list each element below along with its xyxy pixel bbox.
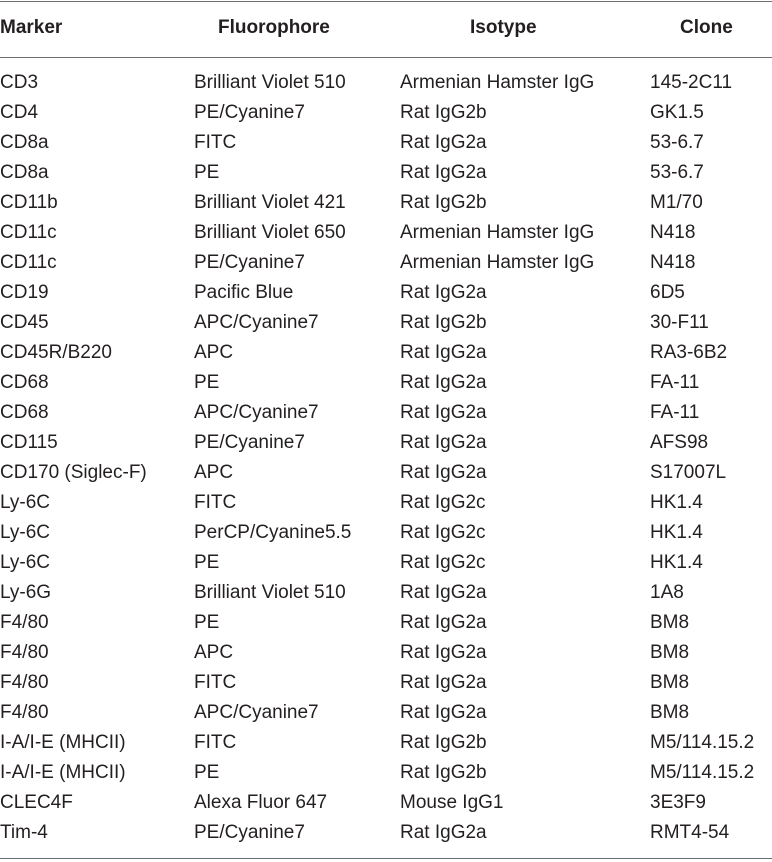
table-row: [0, 582, 772, 612]
cell-clone: BM8: [650, 612, 690, 633]
table-row: [0, 522, 772, 552]
cell-clone: AFS98: [650, 432, 709, 453]
cell-fluorophore: PE: [194, 552, 220, 573]
cell-fluorophore: PE/Cyanine7: [194, 252, 305, 273]
cell-fluorophore: PE: [194, 162, 220, 183]
cell-isotype: Rat IgG2a: [400, 342, 487, 363]
cell-fluorophore: FITC: [194, 132, 237, 153]
cell-fluorophore: Pacific Blue: [194, 282, 294, 303]
cell-isotype: Armenian Hamster IgG: [400, 222, 595, 243]
cell-clone: M1/70: [650, 192, 703, 213]
cell-marker: CD3: [0, 72, 39, 93]
cell-fluorophore: APC/Cyanine7: [194, 312, 319, 333]
cell-fluorophore: FITC: [194, 672, 237, 693]
cell-clone: RA3-6B2: [650, 342, 728, 363]
table-row: [0, 222, 772, 252]
cell-isotype: Rat IgG2b: [400, 762, 487, 783]
table-row: [0, 402, 772, 432]
cell-marker: F4/80: [0, 672, 49, 693]
table-row: [0, 822, 772, 852]
table-row: [0, 342, 772, 372]
cell-isotype: Mouse IgG1: [400, 792, 504, 813]
cell-isotype: Rat IgG2b: [400, 192, 487, 213]
table-row: [0, 732, 772, 762]
table-row: [0, 282, 772, 312]
table-header-row: [0, 0, 772, 57]
table-row: [0, 432, 772, 462]
cell-fluorophore: APC: [194, 342, 234, 363]
cell-clone: BM8: [650, 702, 690, 723]
cell-marker: F4/80: [0, 702, 49, 723]
cell-fluorophore: Brilliant Violet 650: [194, 222, 346, 243]
table-row: [0, 162, 772, 192]
cell-fluorophore: APC: [194, 642, 234, 663]
cell-fluorophore: PE/Cyanine7: [194, 102, 305, 123]
cell-isotype: Rat IgG2a: [400, 132, 487, 153]
cell-isotype: Armenian Hamster IgG: [400, 72, 595, 93]
cell-clone: N418: [650, 222, 696, 243]
cell-marker: CD45R/B220: [0, 342, 112, 363]
cell-marker: F4/80: [0, 612, 49, 633]
cell-marker: CD68: [0, 372, 49, 393]
table-row: [0, 462, 772, 492]
cell-marker: CD8a: [0, 162, 49, 183]
cell-fluorophore: PE: [194, 612, 220, 633]
header-isotype: Isotype: [470, 17, 537, 38]
table-row: [0, 492, 772, 522]
cell-clone: S17007L: [650, 462, 727, 483]
cell-fluorophore: PerCP/Cyanine5.5: [194, 522, 352, 543]
cell-isotype: Rat IgG2c: [400, 492, 486, 513]
table-row: [0, 642, 772, 672]
cell-fluorophore: APC: [194, 462, 234, 483]
cell-clone: M5/114.15.2: [650, 762, 755, 783]
table-row: [0, 252, 772, 282]
cell-clone: RMT4-54: [650, 822, 730, 843]
cell-clone: 6D5: [650, 282, 685, 303]
table-header-rule: [0, 57, 772, 58]
cell-marker: I-A/I-E (MHCII): [0, 762, 126, 783]
cell-marker: CD8a: [0, 132, 49, 153]
cell-isotype: Rat IgG2a: [400, 282, 487, 303]
cell-clone: 1A8: [650, 582, 684, 603]
cell-fluorophore: PE: [194, 762, 220, 783]
cell-isotype: Rat IgG2b: [400, 312, 487, 333]
cell-isotype: Rat IgG2a: [400, 462, 487, 483]
cell-marker: CD45: [0, 312, 49, 333]
cell-clone: BM8: [650, 672, 690, 693]
cell-clone: FA-11: [650, 372, 700, 393]
cell-isotype: Rat IgG2c: [400, 552, 486, 573]
cell-fluorophore: Brilliant Violet 421: [194, 192, 346, 213]
cell-isotype: Rat IgG2a: [400, 372, 487, 393]
cell-isotype: Rat IgG2a: [400, 582, 487, 603]
table-row: [0, 762, 772, 792]
cell-fluorophore: PE: [194, 372, 220, 393]
cell-fluorophore: PE/Cyanine7: [194, 432, 305, 453]
cell-isotype: Armenian Hamster IgG: [400, 252, 595, 273]
cell-marker: Ly-6C: [0, 492, 50, 513]
cell-marker: Ly-6G: [0, 582, 52, 603]
cell-clone: M5/114.15.2: [650, 732, 755, 753]
cell-marker: CLEC4F: [0, 792, 73, 813]
cell-isotype: Rat IgG2b: [400, 102, 487, 123]
cell-marker: CD11c: [0, 222, 57, 243]
cell-isotype: Rat IgG2a: [400, 162, 487, 183]
table-row: [0, 792, 772, 822]
table-row: [0, 702, 772, 732]
cell-fluorophore: Alexa Fluor 647: [194, 792, 328, 813]
cell-isotype: Rat IgG2a: [400, 702, 487, 723]
cell-isotype: Rat IgG2b: [400, 732, 487, 753]
cell-marker: CD115: [0, 432, 58, 453]
table-row: [0, 312, 772, 342]
cell-marker: CD170 (Siglec-F): [0, 462, 147, 483]
table-row: [0, 372, 772, 402]
cell-clone: N418: [650, 252, 696, 273]
header-fluorophore: Fluorophore: [218, 17, 330, 38]
cell-clone: FA-11: [650, 402, 700, 423]
cell-isotype: Rat IgG2a: [400, 612, 487, 633]
cell-isotype: Rat IgG2a: [400, 672, 487, 693]
cell-clone: 145-2C11: [650, 72, 733, 93]
cell-isotype: Rat IgG2c: [400, 522, 486, 543]
table-row: [0, 102, 772, 132]
table-row: [0, 132, 772, 162]
cell-clone: HK1.4: [650, 522, 703, 543]
cell-marker: I-A/I-E (MHCII): [0, 732, 126, 753]
cell-marker: Ly-6C: [0, 552, 50, 573]
cell-fluorophore: FITC: [194, 732, 237, 753]
cell-clone: HK1.4: [650, 492, 703, 513]
table-body: [0, 72, 772, 852]
cell-fluorophore: Brilliant Violet 510: [194, 72, 346, 93]
table-row: [0, 72, 772, 102]
cell-isotype: Rat IgG2a: [400, 642, 487, 663]
table-row: [0, 612, 772, 642]
header-clone: Clone: [680, 17, 733, 38]
cell-marker: CD68: [0, 402, 49, 423]
cell-marker: CD4: [0, 102, 39, 123]
cell-isotype: Rat IgG2a: [400, 822, 487, 843]
table-row: [0, 192, 772, 222]
cell-isotype: Rat IgG2a: [400, 432, 487, 453]
cell-marker: Tim-4: [0, 822, 48, 843]
cell-marker: CD19: [0, 282, 49, 303]
cell-fluorophore: Brilliant Violet 510: [194, 582, 346, 603]
cell-clone: HK1.4: [650, 552, 703, 573]
cell-clone: 30-F11: [650, 312, 709, 333]
cell-fluorophore: FITC: [194, 492, 237, 513]
cell-fluorophore: APC/Cyanine7: [194, 402, 319, 423]
cell-marker: Ly-6C: [0, 522, 50, 543]
table-row: [0, 672, 772, 702]
cell-marker: CD11b: [0, 192, 58, 213]
cell-clone: 3E3F9: [650, 792, 706, 813]
cell-isotype: Rat IgG2a: [400, 402, 487, 423]
cell-clone: 53-6.7: [650, 162, 704, 183]
cell-clone: BM8: [650, 642, 690, 663]
table-bottom-rule: [0, 858, 772, 859]
cell-marker: F4/80: [0, 642, 49, 663]
cell-clone: GK1.5: [650, 102, 704, 123]
cell-marker: CD11c: [0, 252, 57, 273]
table-row: [0, 552, 772, 582]
cell-fluorophore: APC/Cyanine7: [194, 702, 319, 723]
header-marker: Marker: [0, 17, 63, 38]
cell-fluorophore: PE/Cyanine7: [194, 822, 305, 843]
cell-clone: 53-6.7: [650, 132, 704, 153]
